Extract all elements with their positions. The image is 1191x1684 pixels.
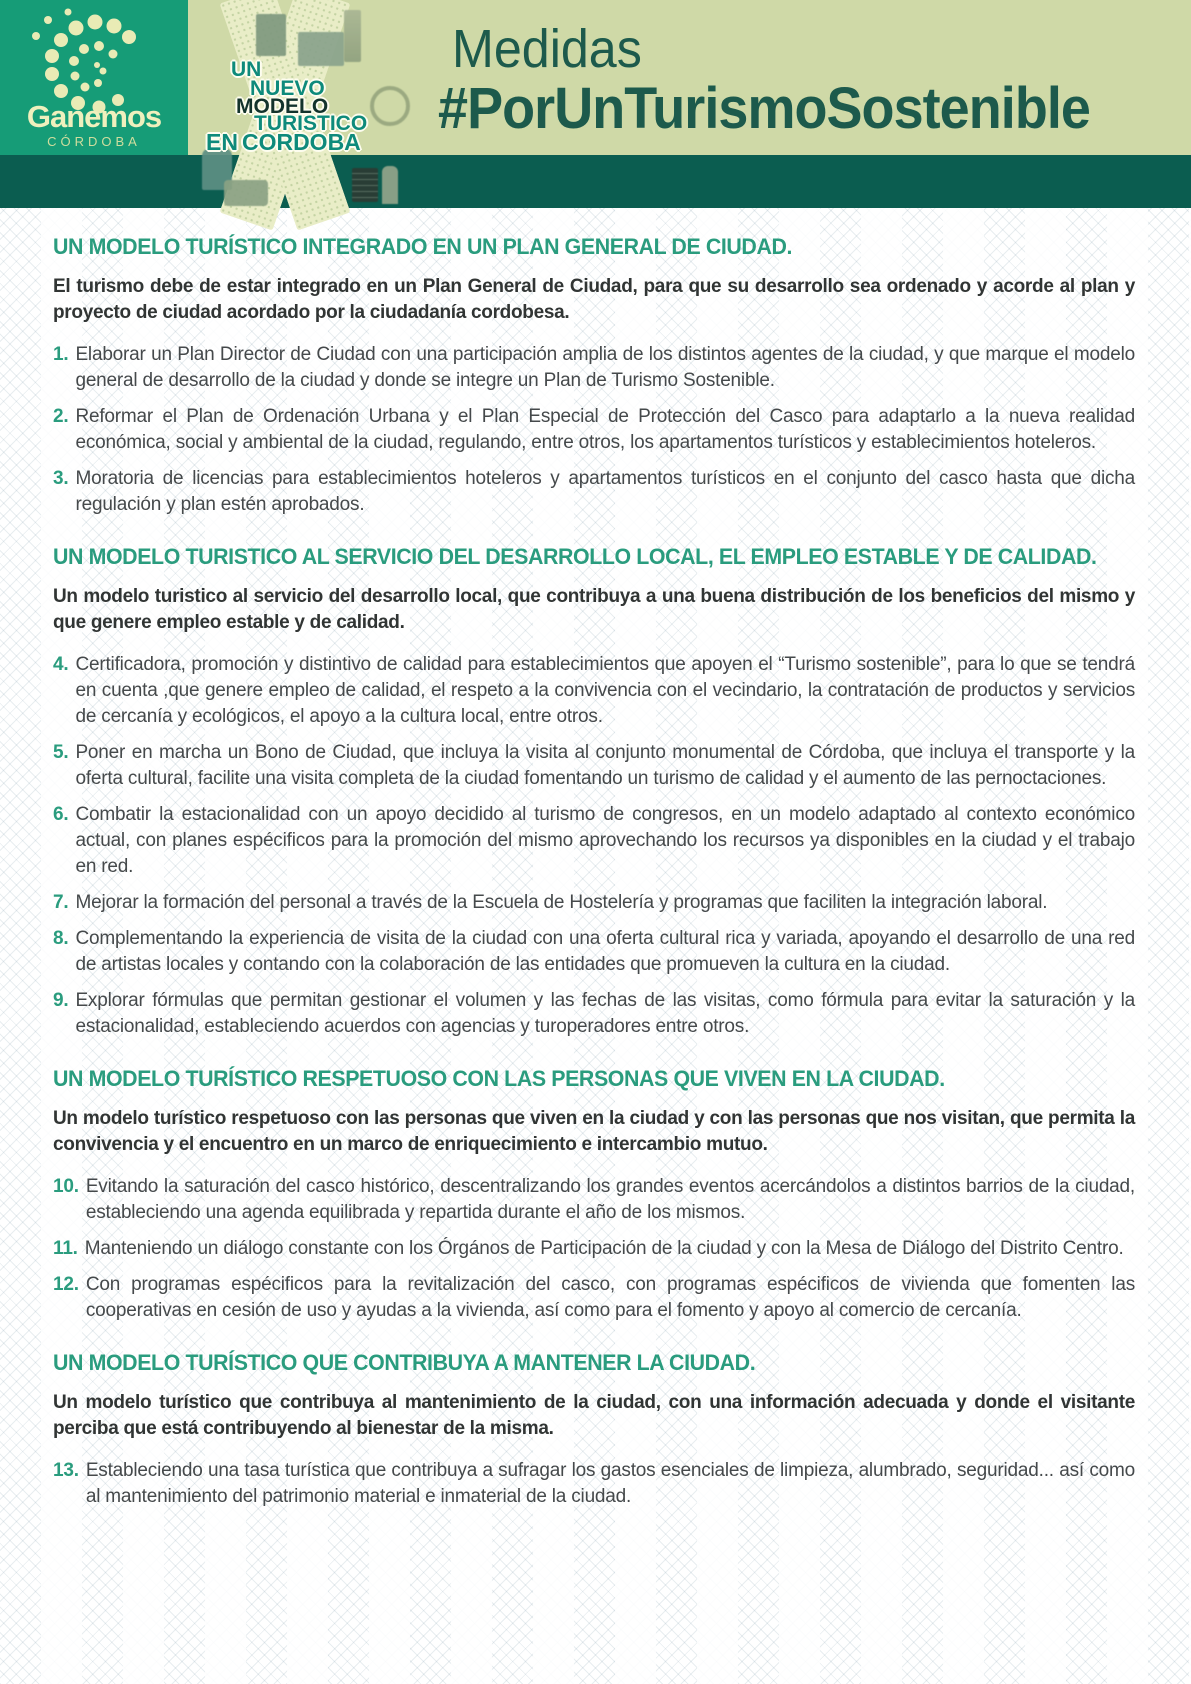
title-line2: #PorUnTurismoSostenible (438, 76, 1090, 141)
title-line1: Medidas (452, 19, 642, 79)
badge-word-modelo: MODELO (236, 95, 329, 118)
badge-word-cordoba: CORDOBA (241, 129, 361, 155)
item-number: 5. (53, 742, 69, 763)
measure-item (53, 404, 1135, 456)
measure-item (53, 1236, 1135, 1262)
item-number: 4. (53, 654, 69, 675)
badge-word-un: UN (231, 58, 262, 81)
badge-word-en: EN (206, 129, 238, 155)
photo-runners-icon (298, 32, 344, 66)
item-text: Elaborar un Plan Director de Ciudad con una participación amplia de los distintos agentes de la ciudad, y que marque el modelo general de desarrollo de la ciudad y donde se integre un Plan de Turismo Sostenible. (75, 344, 1135, 391)
section-heading: UN MODELO TURÍSTICO RESPETUOSO CON LAS PERSONAS QUE VIVEN EN LA CIUDAD. (53, 1066, 945, 1091)
item-text: Manteniendo un diálogo constante con los Órgános de Participación de la ciudad y con la Mesa de Diálogo del Distrito Centro. (84, 1238, 1124, 1259)
item-text: Complementando la experiencia de visita de la ciudad con una oferta cultural rica y variada, apoyando el desarrollo de una red de artistas locales y contando con la colaboración de las entidades que promueven la cultura en la ciudad. (75, 928, 1135, 975)
ganemos-dots-icon (0, 0, 188, 155)
item-text: Poner en marcha un Bono de Ciudad, que incluya la visita al conjunto monumental de Córdoba, que incluya el transporte y la oferta cultural, facilite una visita completa de la ciudad fomentando un turismo de calidad y el aumento de las pernoctaciones. (75, 742, 1135, 789)
measure-item (53, 988, 1135, 1040)
logo-subtitle: CÓRDOBA (47, 134, 141, 149)
photo-people-icon (224, 180, 268, 206)
item-number: 10. (53, 1176, 79, 1197)
item-text: Explorar fórmulas que permitan gestionar el volumen y las fechas de las visitas, como fórmula para evitar la saturación y la estacionalidad, estableciendo acuerdos con agencias y turoperadores entre otros. (75, 990, 1135, 1037)
badge-word-turistico: TURISTICO (254, 112, 368, 135)
item-text: Moratoria de licencias para establecimientos hoteleros y apartamentos turísticos en el conjunto del casco hasta que dicha regulación y plan estén aprobados. (75, 468, 1135, 515)
measure-item (53, 1458, 1135, 1510)
item-number: 7. (53, 892, 69, 913)
item-text: Estableciendo una tasa turística que contribuya a sufragar los gastos esenciales de limpieza, alumbrado, seguridad... así como al mantenimiento del patrimonio material e inmaterial de la ciudad. (85, 1460, 1135, 1507)
logo (0, 0, 188, 155)
measure-item (53, 890, 1135, 916)
item-number: 3. (53, 468, 69, 489)
item-text: Con programas espécificos para la revitalización del casco, con programas espécificos de vivienda que fomenten las cooperativas en cesión de uso y ayudas a la vivienda, así como para el fomento y apoyo al comercio de cercanía. (85, 1274, 1135, 1321)
item-number: 9. (53, 990, 69, 1011)
measure-item (53, 466, 1135, 518)
item-text: Reformar el Plan de Ordenación Urbana y el Plan Especial de Protección del Casco para adaptarlo a la nueva realidad económica, social y ambiental de la ciudad, regulando, entre otros, los apartamentos turísticos y establecimientos hoteleros. (75, 406, 1135, 453)
section-heading: UN MODELO TURÍSTICO QUE CONTRIBUYA A MANTENER LA CIUDAD. (53, 1350, 756, 1375)
section-intro: Un modelo turístico respetuoso con las personas que viven en la ciudad y con las personas que nos visitan, que permita la convivencia y el encuentro en un marco de enriquecimiento e intercambio mutuo. (53, 1108, 1135, 1155)
photo-person-icon (382, 166, 398, 204)
measure-item (53, 740, 1135, 792)
header-band (0, 155, 1191, 208)
item-number: 2. (53, 406, 69, 427)
item-number: 13. (53, 1460, 79, 1481)
section-intro: El turismo debe de estar integrado en un Plan General de Ciudad, para que su desarrollo sea ordenado y acorde al plan y proyecto de ciudad acordado por la ciudadanía cordobesa. (53, 276, 1135, 323)
measure-item (53, 342, 1135, 394)
logo-wordmark: Ganemos (26, 99, 162, 134)
photo-tower-icon (344, 10, 361, 62)
measure-item (53, 802, 1135, 880)
section-heading: UN MODELO TURÍSTICO INTEGRADO EN UN PLAN GENERAL DE CIUDAD. (53, 234, 793, 259)
item-text: Mejorar la formación del personal a través de la Escuela de Hostelería y programas que faciliten la integración laboral. (75, 892, 1048, 913)
section-intro: Un modelo turístico que contribuya al mantenimiento de la ciudad, con una información adecuada y donde el visitante perciba que está contribuyendo al bienestar de la misma. (53, 1392, 1135, 1439)
item-number: 6. (53, 804, 69, 825)
measure-item (53, 926, 1135, 978)
photo-chalkboard-icon (352, 168, 378, 202)
item-number: 8. (53, 928, 69, 949)
item-number: 12. (53, 1274, 79, 1295)
photo-bicycle-icon (370, 86, 410, 126)
item-number: 1. (53, 344, 69, 365)
section-heading: UN MODELO TURISTICO AL SERVICIO DEL DESARROLLO LOCAL, EL EMPLEO ESTABLE Y DE CALIDAD. (53, 544, 1097, 569)
content (0, 208, 1191, 1510)
photo-man-icon (256, 14, 286, 56)
measure-item (53, 1272, 1135, 1324)
collage-x-icon (180, 0, 420, 233)
item-text: Evitando la saturación del casco histórico, descentralizando los grandes eventos acercándolos a distintos barrios de la ciudad, estableciendo una agenda equilibrada y repartida durante el año de los mismos. (85, 1176, 1135, 1223)
measure-item (53, 1174, 1135, 1226)
section-intro: Un modelo turistico al servicio del desarrollo local, que contribuya a una buena distribución de los beneficios del mismo y que genere empleo estable y de calidad. (53, 586, 1135, 633)
header (0, 0, 1191, 208)
page-title (438, 20, 1139, 140)
item-text: Certificadora, promoción y distintivo de calidad para establecimientos que apoyen el “Turismo sostenible”, para lo que se tendrá en cuenta ,que genere empleo de calidad, el respeto a la convivencia con el vecindario, la contratación de productos y servicios de cercanía y ecológicos, el apoyo a la cultura local, entre otros. (75, 654, 1135, 727)
badge-word-nuevo: NUEVO (250, 77, 325, 100)
measure-item (53, 652, 1135, 730)
item-text: Combatir la estacionalidad con un apoyo decidido al turismo de congresos, en un modelo adaptado al contexto económico actual, con planes espécificos para la promoción del mismo aprovechando los recursos ya disponibles en la ciudad y el trabajo en red. (75, 804, 1135, 877)
item-number: 11. (53, 1238, 78, 1259)
